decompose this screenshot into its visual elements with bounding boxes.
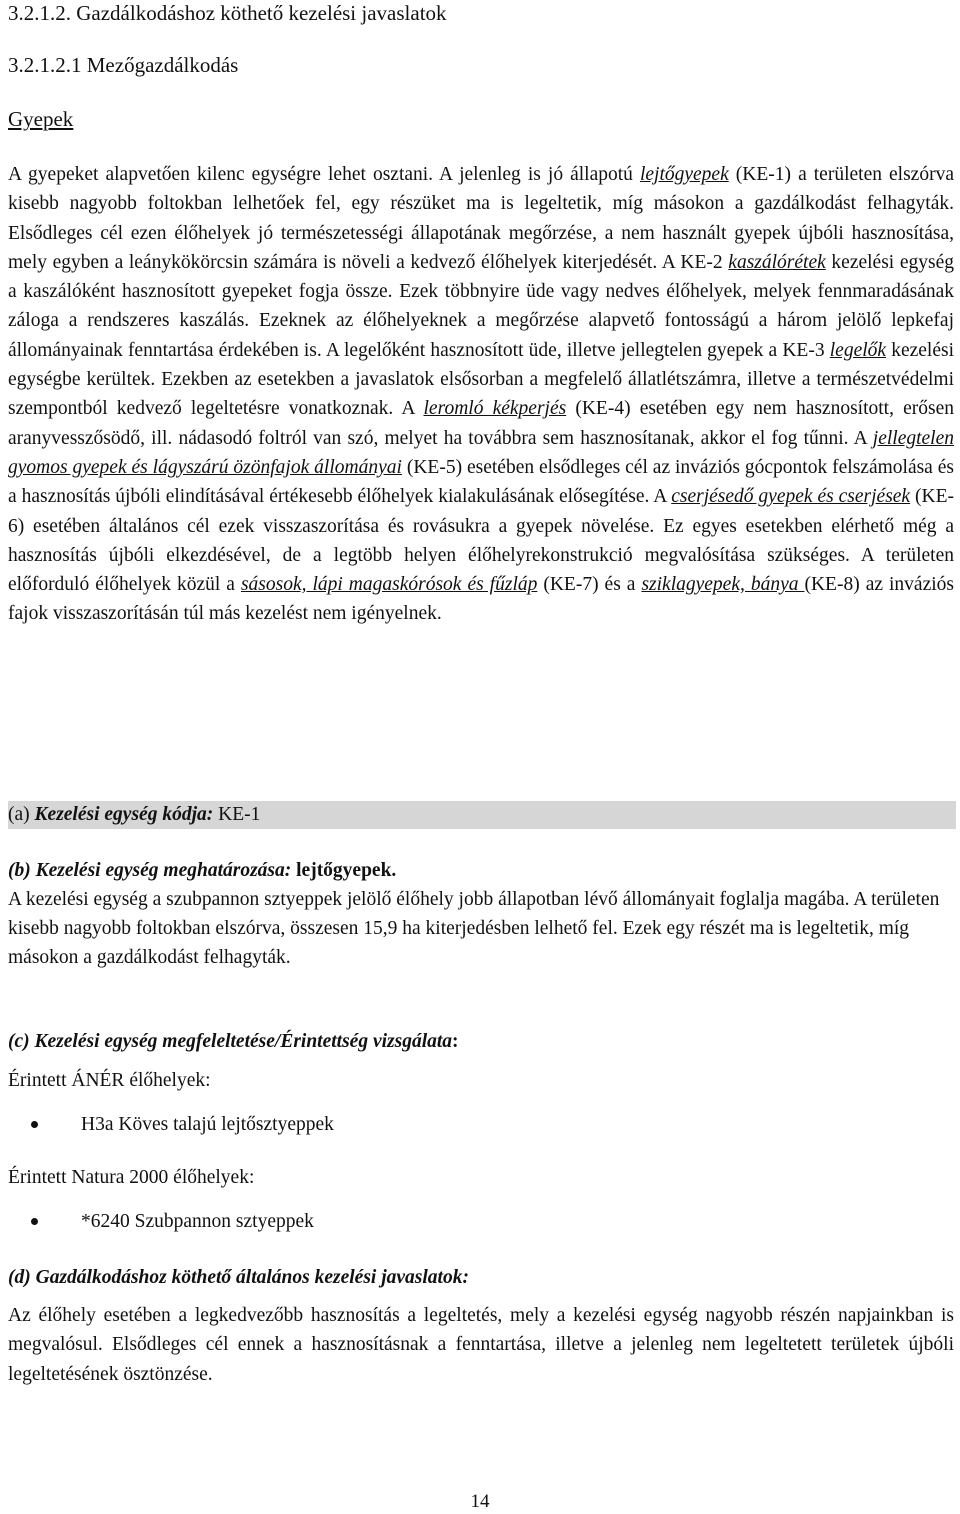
section-a-value: KE-1 — [213, 804, 261, 825]
page-number: 14 — [470, 1491, 490, 1512]
section-heading-3-2-1-2: 3.2.1.2. Gazdálkodáshoz köthető kezelési javaslatok — [8, 1, 447, 25]
bullet-icon — [31, 1218, 38, 1225]
unit-sziklagyepek: sziklagyepek, bánya — [641, 574, 805, 596]
intro-text: (KE-5) esetében elsődleges cél az inváziós gócpontok felszámolása és a hasznosítás újbóli elindításával értékesebb élőhelyek kialakulásának elősegítése. A — [8, 456, 954, 508]
section-a-band — [8, 801, 956, 829]
section-heading-3-2-1-2-1: 3.2.1.2.1 Mezőgazdálkodás — [8, 53, 239, 77]
section-d-text: Az élőhely esetében a legkedvezőbb hasznosítás a legeltetés, mely a kezelési egység nagyobb részén napjainkban is megvalósul. Elsődleges cél ennek a hasznosításnak a fenntartása, illetve a jelenleg nem legeltetett területek újbóli legeltetésének ösztönzése. — [8, 1305, 954, 1385]
intro-text: A gyepeket alapvetően kilenc egységre lehet osztani. A jelenleg is jó állapotú — [8, 164, 640, 185]
intro-text: (KE-1) a területen elszórva kisebb nagyobb foltokban lelhetőek fel, egy részüket ma is legeltetik, míg másokon a gazdálkodást felhagyták. Elsődleges cél ezen élőhelyek jó természetességi állapotának megőrzése, a nem használt gyepek újbóli hasznosítása, mely egyben a leánykökörcsin számára is növeli a kedvező élőhelyek kiterjedését. A KE-2 — [8, 164, 954, 273]
subheading-gyepek: Gyepek — [8, 107, 74, 131]
section-c-colon: : — [452, 1031, 459, 1052]
intro-text: (KE-4) esetében egy nem hasznosított, erősen aranyvesszősödő, ill. nádasodó foltról van szó, melyet ha továbbra sem hasznosítanak, akkor el fog tűnni. A — [8, 398, 954, 449]
section-d-heading: (d) Gazdálkodáshoz köthető általános kezelési javaslatok: — [8, 1267, 469, 1288]
unit-leromlo-kekperjes: leromló kékperjés — [423, 398, 567, 420]
bullet-icon — [31, 1121, 38, 1128]
unit-sasosok: sásosok, lápi magaskórósok és fűzláp — [240, 574, 538, 596]
section-c-label: (c) Kezelési egység megfeleltetése/Érintettség vizsgálata — [8, 1031, 453, 1052]
natura-label: Érintett Natura 2000 élőhelyek: — [8, 1167, 255, 1188]
section-b — [8, 856, 954, 972]
intro-text: (KE-8) az inváziós fajok visszaszorításán túl más kezelést nem igényelnek. — [8, 574, 954, 625]
aner-label: Érintett ÁNÉR élőhelyek: — [8, 1070, 211, 1091]
intro-text: (KE-7) és a — [537, 574, 642, 596]
intro-text: kezelési egységbe kerültek. Ezekben az esetekben a javaslatok elsősorban a megfelelő állatlétszámra, illetve a természetvédelmi szempontból kedvező legeltetésre vonatkoznak. A — [8, 339, 955, 420]
unit-jellegtelen-gyomos-gyepek: jellegtelen gyomos gyepek és lágyszárú özönfajok állományai — [8, 427, 954, 478]
intro-paragraph — [8, 160, 954, 629]
unit-cserjesedo-gyepek: cserjésedő gyepek és cserjések — [671, 486, 911, 508]
natura-item-text: *6240 Szubpannon sztyeppek — [81, 1211, 314, 1232]
section-b-value: lejtőgyepek. — [291, 860, 397, 881]
unit-legelok: legelők — [829, 339, 887, 361]
section-b-text: A kezelési egység a szubpannon sztyeppek jelölő élőhely jobb állapotban lévő állományait foglalja magába. A területen kisebb nagyobb foltokban elszórva, összesen 15,9 ha kiterjedésben lelhető fel. Ezek egy részét ma is legeltetik, míg másokon a gazdálkodást felhagyták. — [8, 889, 940, 968]
aner-item-text: H3a Köves talajú lejtősztyeppek — [81, 1114, 334, 1135]
intro-text: (KE-6) esetében általános cél ezek visszaszorítása és rovásukra a gyepek növelése. Ez egyes esetekben elérhető még a hasznosítás újbóli elkezdésével, de a legtöbb helyen élőhelyrekonstrukció megvalósítása szükséges. A területen előforduló élőhelyek közül a — [8, 486, 954, 596]
unit-kaszaloretek: kaszálórétek — [728, 251, 826, 273]
section-b-label: (b) Kezelési egység meghatározása: — [8, 860, 292, 881]
section-a-prefix: (a) — [8, 804, 35, 825]
section-a-label: Kezelési egység kódja: — [34, 804, 214, 825]
section-b-heading — [8, 856, 954, 885]
intro-text: kezelési egység a kaszálóként hasznosított gyepeket fogja össze. Ezek többnyire üde vagy nedves élőhelyek, melyek fennmaradásának záloga a rendszeres kaszálás. Ezeknek az élőhelyeknek a megőrzése alapvető fontosságú a három jelölő lepkefaj állományainak fenntartása érdekében is. A legelőként hasznosított üde, illetve jellegtelen gyepek a KE-3 — [8, 251, 954, 361]
section-c-heading — [8, 1027, 954, 1056]
unit-lejtogyepek: lejtőgyepek — [639, 164, 729, 185]
